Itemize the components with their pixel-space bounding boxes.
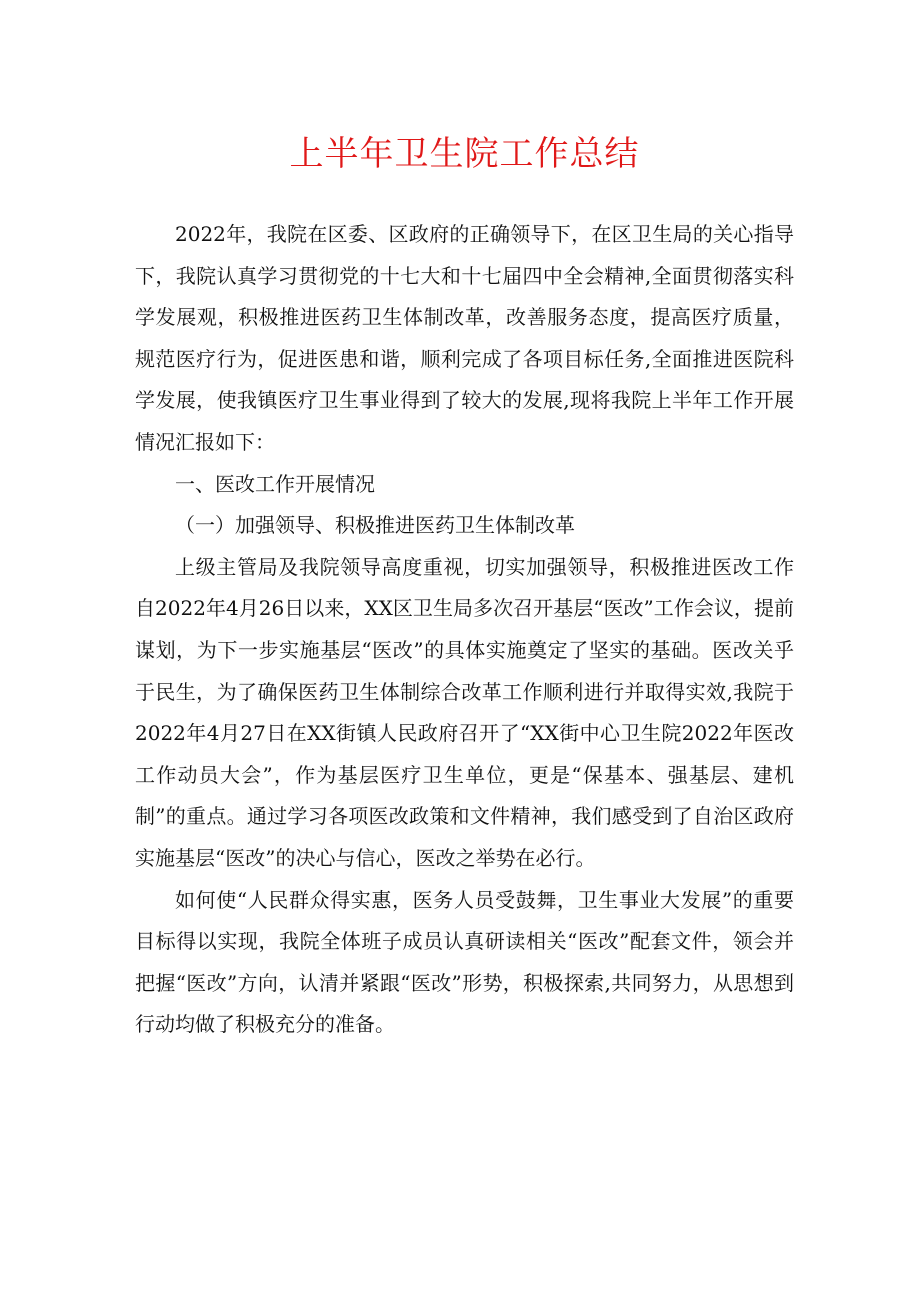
document-title: 上半年卫生院工作总结 [289,134,640,174]
subsection-heading-1: （一）加强领导、积极推进医药卫生体制改革 [175,513,575,538]
document-body [135,214,794,1046]
paragraph-leadership: 上级主管局及我院领导高度重视，切实加强领导，积极推进医改工作自2022年4月26日以来，XX区卫生局多次召开基层“医改”工作会议，提前谋划，为下一步实施基层“医改”的具体实施奠定了坚实的基础。医改关乎于民生，为了确保医药卫生体制综合改革工作顺利进行并取得实效,我院于2022年4月27日在XX街镇人民政府召开了“XX街中心卫生院2022年医改工作动员大会”，作为基层医疗卫生单位，更是“保基本、强基层、建机制”的重点。通过学习各项医改政策和文件精神，我们感受到了自治区政府实施基层“医改”的决心与信心，医改之举势在必行。 [135,554,794,870]
paragraph-goals: 如何使“人民群众得实惠，医务人员受鼓舞，卫生事业大发展”的重要目标得以实现，我院全体班子成员认真研读相关“医改”配套文件，领会并把握“医改”方向，认清并紧跟“医改”形势，积极探索,共同努力，从思想到行动均做了积极充分的准备。 [135,887,794,1037]
section-heading-1: 一、医改工作开展情况 [175,471,375,496]
paragraph-intro: 2022年，我院在区委、区政府的正确领导下，在区卫生局的关心指导下，我院认真学习贯彻党的十七大和十七届四中全会精神,全面贯彻落实科学发展观，积极推进医药卫生体制改革，改善服务态度，提高医疗质量，规范医疗行为，促进医患和谐，顺利完成了各项目标任务,全面推进医院科学发展，使我镇医疗卫生事业得到了较大的发展,现将我院上半年工作开展情况汇报如下： [135,222,794,454]
